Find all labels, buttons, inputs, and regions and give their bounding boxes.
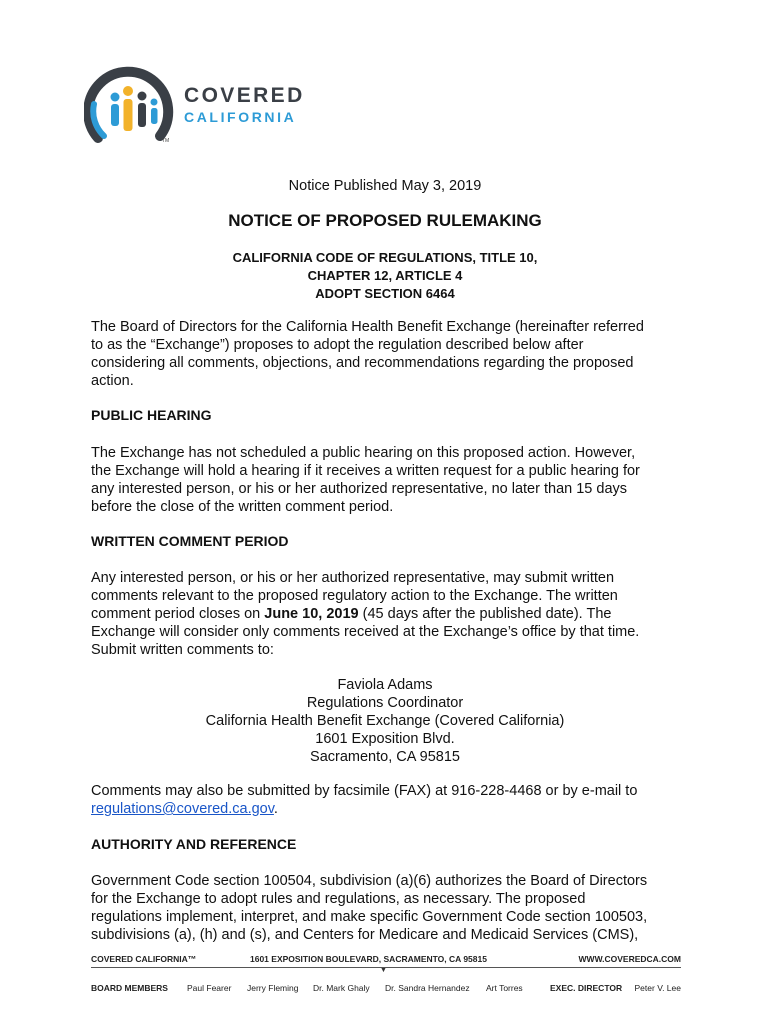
written-comment-heading: WRITTEN COMMENT PERIOD	[91, 533, 289, 549]
board-member: Jerry Fleming	[247, 983, 299, 993]
email-period: .	[273, 801, 278, 817]
authority-line: Government Code section 100504, subdivision (a)(6) authorizes the Board of Directors	[91, 873, 648, 889]
written-comment-paragraph	[91, 569, 691, 659]
logo-text-california: CALIFORNIA	[184, 109, 297, 125]
intro-paragraph	[91, 318, 691, 390]
footer-website: WWW.COVEREDCA.COM	[578, 954, 681, 964]
board-members-label: BOARD MEMBERS	[91, 983, 168, 993]
authority-line: for the Exchange to adopt rules and regulations, as necessary. The proposed	[91, 891, 586, 907]
comment-period-text: (45 days after the published date). The	[358, 606, 612, 622]
notice-published-date: Notice Published May 3, 2019	[288, 178, 482, 194]
written-comment-line: Submit written comments to:	[91, 642, 274, 658]
exec-director-name: Peter V. Lee	[634, 983, 681, 993]
authority-line: subdivisions (a), (h) and (s), and Centers for Medicare and Medicaid Services (CMS),	[91, 927, 639, 943]
footer-board-row	[91, 983, 681, 995]
exec-director-label: EXEC. DIRECTOR	[550, 983, 623, 993]
board-member: Dr. Sandra Hernandez	[385, 983, 470, 993]
covered-california-emblem-icon	[84, 58, 180, 150]
intro-line: action.	[91, 373, 134, 389]
public-hearing-line: any interested person, or his or her authorized representative, no later than 15 days	[91, 481, 628, 497]
address-line: 1601 Exposition Blvd.	[315, 731, 455, 747]
comment-deadline-date: June 10, 2019	[264, 606, 359, 622]
email-line	[91, 800, 691, 818]
board-member: Paul Fearer	[187, 983, 232, 993]
intro-line: to as the “Exchange”) proposes to adopt the regulation described below after	[91, 337, 584, 353]
subtitle-line: CALIFORNIA CODE OF REGULATIONS, TITLE 10,	[232, 250, 538, 265]
public-hearing-line: the Exchange will hold a hearing if it receives a written request for a public hearing for	[91, 463, 640, 479]
authority-heading: AUTHORITY AND REFERENCE	[91, 836, 297, 852]
footer-address: 1601 EXPOSITION BOULEVARD, SACRAMENTO, CA 95815	[250, 954, 487, 964]
public-hearing-line: The Exchange has not scheduled a public hearing on this proposed action. However,	[91, 445, 636, 461]
board-member: Art Torres	[486, 983, 523, 993]
email-link[interactable]: regulations@covered.ca.gov	[91, 801, 274, 817]
address-line: Sacramento, CA 95815	[310, 749, 460, 765]
public-hearing-paragraph	[91, 444, 691, 516]
board-member: Dr. Mark Ghaly	[313, 983, 370, 993]
intro-line: The Board of Directors for the California Health Benefit Exchange (hereinafter referred	[91, 319, 644, 335]
logo-text-covered: COVERED	[184, 84, 305, 107]
written-comment-line	[91, 605, 691, 623]
written-comment-line: Any interested person, or his or her authorized representative, may submit written	[91, 570, 615, 586]
public-hearing-line: before the close of the written comment period.	[91, 499, 394, 515]
footer-top-row	[91, 954, 681, 966]
fax-email-paragraph	[91, 782, 691, 818]
address-line: Regulations Coordinator	[306, 695, 464, 711]
written-comment-line: comments relevant to the proposed regulatory action to the Exchange. The written	[91, 588, 618, 604]
logo-trademark: TM	[162, 138, 170, 144]
comment-period-text: comment period closes on	[91, 606, 265, 622]
authority-line: regulations implement, interpret, and make specific Government Code section 100503,	[91, 909, 648, 925]
public-hearing-heading: PUBLIC HEARING	[91, 407, 212, 423]
subtitle-line: CHAPTER 12, ARTICLE 4	[307, 268, 463, 283]
covered-california-logo	[84, 58, 324, 150]
subtitle-line: ADOPT SECTION 6464	[315, 286, 455, 301]
intro-line: considering all comments, objections, and recommendations regarding the proposed	[91, 355, 634, 371]
written-comment-line: Exchange will consider only comments received at the Exchange’s office by that time.	[91, 624, 640, 640]
address-line: California Health Benefit Exchange (Covered California)	[205, 713, 565, 729]
address-line: Faviola Adams	[337, 677, 433, 693]
authority-paragraph	[91, 872, 691, 944]
document-title: NOTICE OF PROPOSED RULEMAKING	[228, 211, 542, 230]
footer-divider-marker-icon: ▼	[380, 967, 387, 974]
mailing-address	[0, 676, 770, 766]
fax-line: Comments may also be submitted by facsimile (FAX) at 916-228-4468 or by e-mail to	[91, 783, 638, 799]
footer-org: COVERED CALIFORNIA™	[91, 954, 197, 964]
